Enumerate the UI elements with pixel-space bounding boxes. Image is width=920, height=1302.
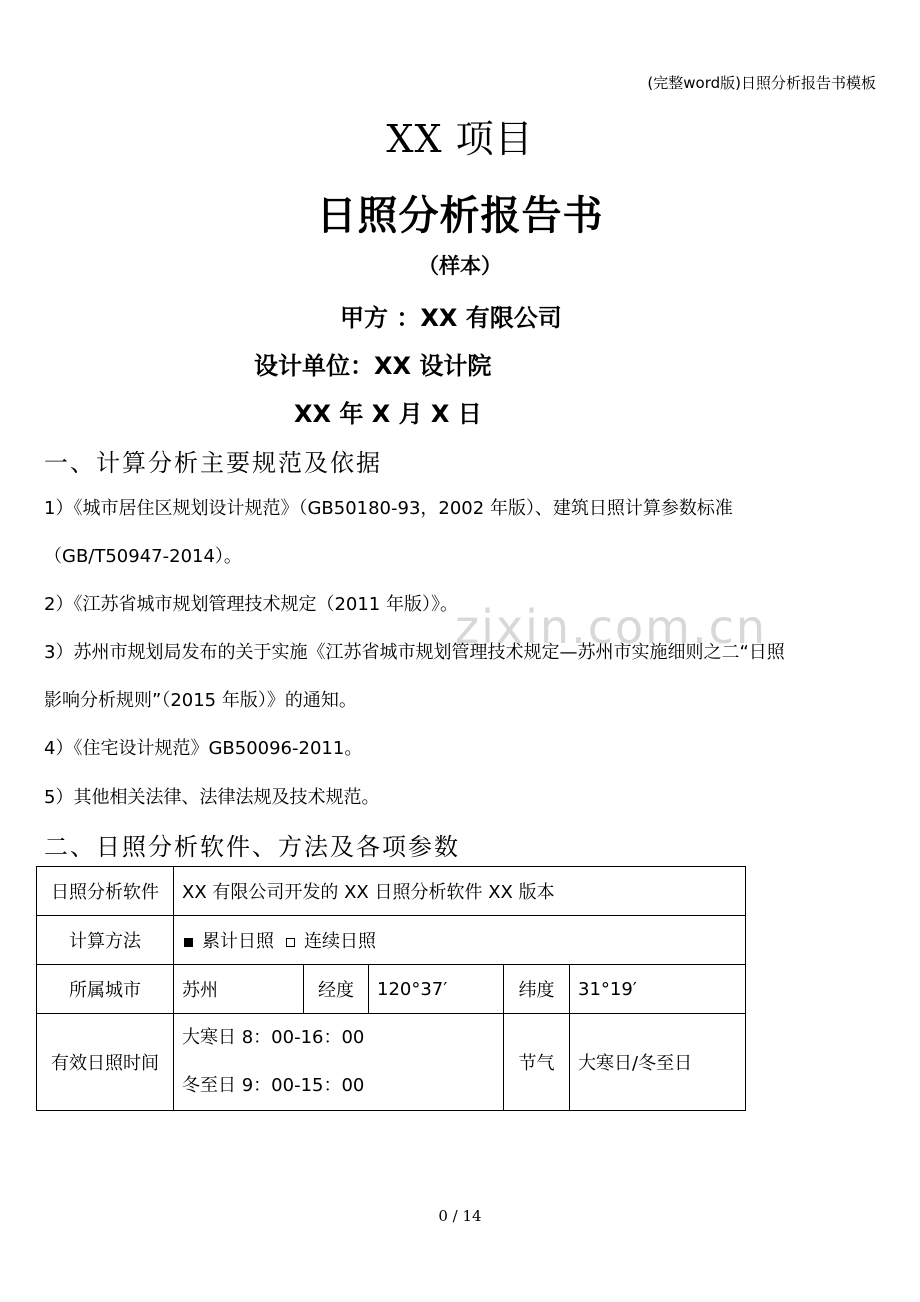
list-item: 影响分析规则”（2015 年版）》的通知。	[44, 690, 357, 711]
document-header: (完整word版)日照分析报告书模板	[647, 74, 876, 92]
report-date: XX 年 X 月 X 日	[294, 400, 482, 428]
city-label: 所属城市	[37, 965, 174, 1014]
method-option-cumulative: 累计日照	[202, 931, 274, 952]
city-value: 苏州	[174, 965, 304, 1014]
project-title: XX 项目	[386, 117, 534, 161]
software-label: 日照分析软件	[37, 867, 174, 916]
list-item: 1）《城市居住区规划设计规范》（GB50180-93，2002 年版）、建筑日照计算参数标准	[44, 498, 733, 519]
table-row	[37, 916, 746, 965]
list-item: 3）苏州市规划局发布的关于实施《江苏省城市规划管理技术规定—苏州市实施细则之二“日照	[44, 642, 785, 663]
method-option-continuous: 连续日照	[304, 931, 376, 952]
design-unit: 设计单位：XX 设计院	[254, 352, 492, 380]
longitude-label: 经度	[304, 965, 369, 1014]
latitude-label: 纬度	[504, 965, 570, 1014]
report-title: 日照分析报告书	[316, 193, 604, 239]
time-line-dongzhi: 冬至日 9：00-15：00	[182, 1075, 365, 1096]
list-item: （GB/T50947-2014）。	[44, 546, 242, 567]
watermark: zixin.com.cn	[455, 600, 768, 654]
list-item: 4）《住宅设计规范》GB50096-2011。	[44, 738, 363, 759]
checkbox-checked-icon[interactable]	[184, 938, 193, 947]
section1-heading: 一、计算分析主要规范及依据	[44, 449, 382, 477]
method-options	[174, 916, 746, 965]
section2-heading: 二、日照分析软件、方法及各项参数	[44, 833, 460, 861]
table-row	[37, 867, 746, 916]
method-label: 计算方法	[37, 916, 174, 965]
party-a: 甲方 ：XX 有限公司	[340, 304, 562, 332]
checkbox-unchecked-icon[interactable]	[286, 938, 295, 947]
solar-term-value: 大寒日/冬至日	[570, 1014, 746, 1111]
table-row	[37, 1014, 746, 1111]
longitude-value: 120°37′	[369, 965, 504, 1014]
latitude-value: 31°19′	[570, 965, 746, 1014]
solar-term-label: 节气	[504, 1014, 570, 1111]
parameters-table	[36, 866, 746, 1111]
table-row	[37, 965, 746, 1014]
page-number: 0 / 14	[438, 1207, 482, 1225]
list-item: 5）其他相关法律、法律法规及技术规范。	[44, 787, 380, 808]
time-label: 有效日照时间	[37, 1014, 174, 1111]
time-value	[174, 1014, 504, 1111]
sample-label: （样本）	[418, 254, 502, 278]
software-value: XX 有限公司开发的 XX 日照分析软件 XX 版本	[174, 867, 746, 916]
time-line-dahan: 大寒日 8：00-16：00	[182, 1027, 365, 1048]
list-item: 2）《江苏省城市规划管理技术规定（2011 年版）》。	[44, 594, 458, 615]
